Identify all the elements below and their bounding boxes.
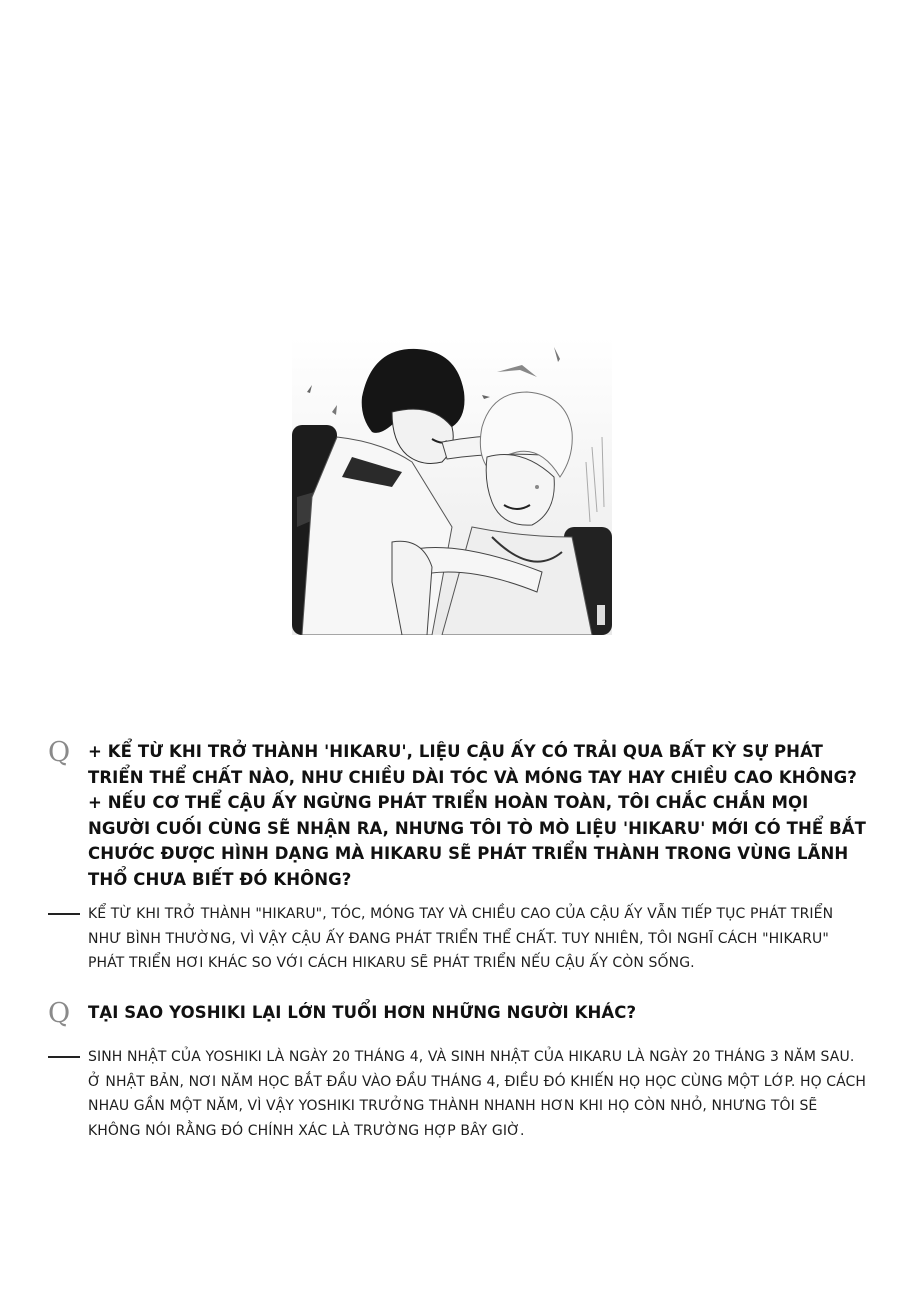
qa-item-2 [48, 1000, 868, 1143]
question-paragraph: + KỂ TỪ KHI TRỞ THÀNH 'HIKARU', LIỆU CẬU ẤY CÓ TRẢI QUA BẤT KỲ SỰ PHÁT TRIỂN THỂ CHẤT NÀO, NHƯ CHIỀU DÀI TÓC VÀ MÓNG TAY HAY CHIỀU CAO KHÔNG? [88, 742, 857, 787]
question-row [48, 1000, 868, 1027]
question-paragraph: + NẾU CƠ THỂ CẬU ẤY NGỪNG PHÁT TRIỂN HOÀN TOÀN, TÔI CHẮC CHẮN MỌI NGƯỜI CUỐI CÙNG SẼ NHẬN RA, NHƯNG TÔI TÒ MÒ LIỆU 'HIKARU' MỚI CÓ THỂ BẮT CHƯỚC ĐƯỢC HÌNH DẠNG MÀ HIKARU SẼ PHÁT TRIỂN THÀNH TRONG VÙNG LÃNH THỔ CHƯA BIẾT ĐÓ KHÔNG? [88, 793, 866, 889]
answer-text: SINH NHẬT CỦA YOSHIKI LÀ NGÀY 20 THÁNG 4, VÀ SINH NHẬT CỦA HIKARU LÀ NGÀY 20 THÁNG 3 NĂM SAU. Ở NHẬT BẢN, NƠI NĂM HỌC BẮT ĐẦU VÀO ĐẦU THÁNG 4, ĐIỀU ĐÓ KHIẾN HỌ HỌC CÙNG MỘT LỚP. HỌ CÁCH NHAU GẦN MỘT NĂM, VÌ VẬY YOSHIKI TRƯỞNG THÀNH NHANH HƠN KHI HỌ CÒN NHỎ, NHƯNG TÔI SẼ KHÔNG NÓI RẰNG ĐÓ CHÍNH XÁC LÀ TRƯỜNG HỢP BÂY GIỜ. [88, 1049, 867, 1139]
answer-dash-marker [48, 1045, 88, 1065]
question-text [88, 739, 868, 892]
illustration-image [292, 337, 612, 635]
qa-item-1 [48, 739, 868, 976]
question-paragraph: TẠI SAO YOSHIKI LẠI LỚN TUỔI HƠN NHỮNG NGƯỜI KHÁC? [88, 1003, 637, 1022]
question-marker: Q [48, 737, 71, 768]
answer-row [48, 902, 868, 976]
question-text [88, 1000, 868, 1026]
question-row [48, 739, 868, 892]
answer-text: KỂ TỪ KHI TRỞ THÀNH "HIKARU", TÓC, MÓNG TAY VÀ CHIỀU CAO CỦA CẬU ẤY VẪN TIẾP TỤC PHÁT TRIỂN NHƯ BÌNH THƯỜNG, VÌ VẬY CẬU ẤY ĐANG PHÁT TRIỂN THỂ CHẤT. TUY NHIÊN, TÔI NGHĨ CÁCH "HIKARU" PHÁT TRIỂN HƠI KHÁC SO VỚI CÁCH HIKARU SẼ PHÁT TRIỂN NẾU CẬU ẤY CÒN SỐNG. [88, 906, 834, 971]
answer-dash-marker [48, 902, 88, 922]
manga-illustration [292, 337, 612, 635]
question-marker: Q [48, 998, 71, 1029]
answer-row [48, 1045, 868, 1143]
